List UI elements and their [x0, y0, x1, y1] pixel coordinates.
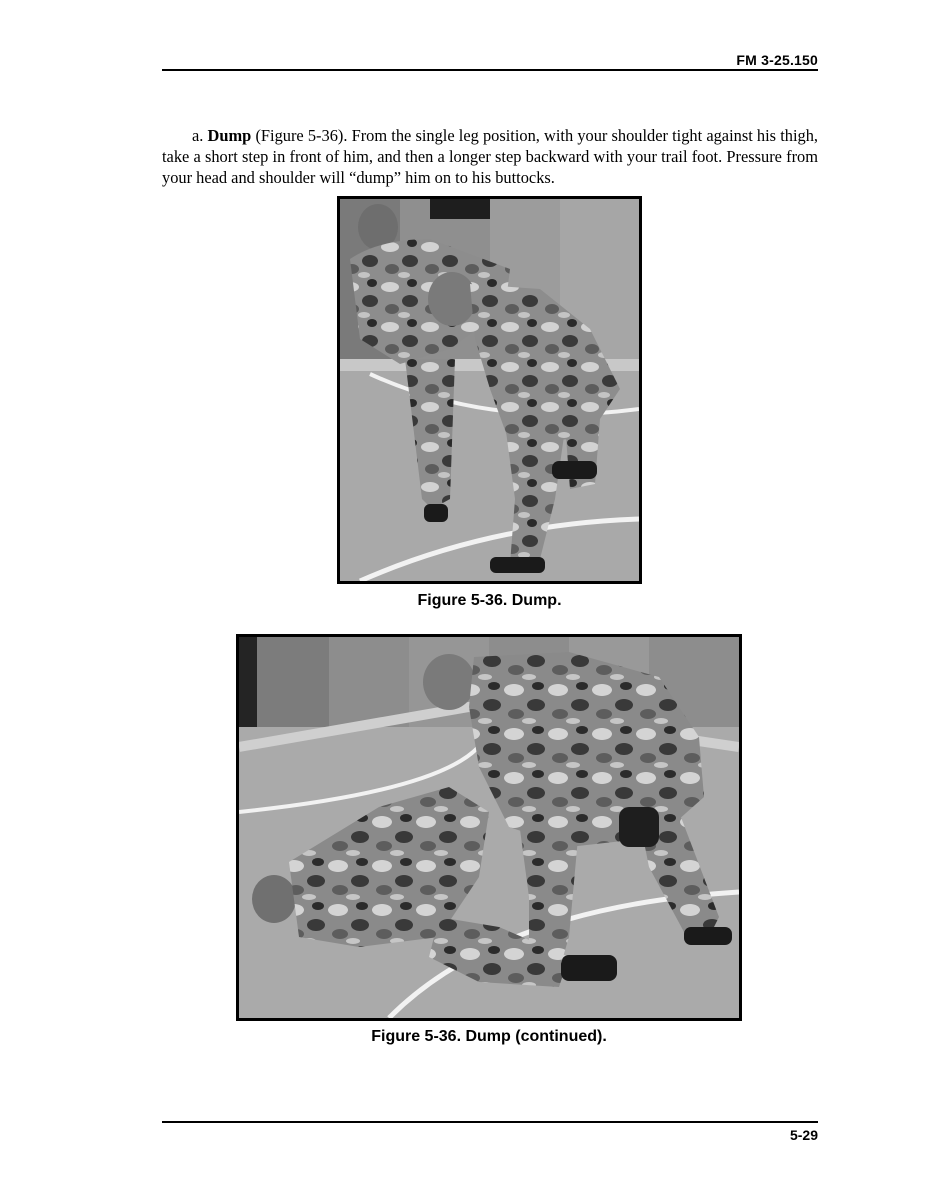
header-rule	[162, 69, 818, 71]
dump-paragraph	[162, 125, 818, 188]
document-id: FM 3-25.150	[736, 52, 818, 68]
figure-dump-continued-photo	[236, 634, 742, 1021]
figure-caption: Figure 5-36. Dump.	[417, 592, 562, 609]
dump-continued-photo-image	[239, 637, 739, 1018]
page-number: 5-29	[789, 1127, 818, 1143]
paragraph-label: a.	[192, 126, 204, 146]
paragraph-body: (Figure 5-36). From the single leg position, with your shoulder tight against his thigh, take a short step in front of him, and then a longer step backward with your trail foot. Pressure from your head and shoulder will “dump” him on to his buttocks.	[162, 126, 818, 188]
dump-photo-image	[340, 199, 639, 581]
figure-dump-photo	[337, 196, 642, 584]
figure-caption-continued: Figure 5-36. Dump (continued).	[371, 1028, 607, 1045]
footer-rule	[162, 1121, 818, 1123]
paragraph-term: Dump	[207, 126, 252, 146]
